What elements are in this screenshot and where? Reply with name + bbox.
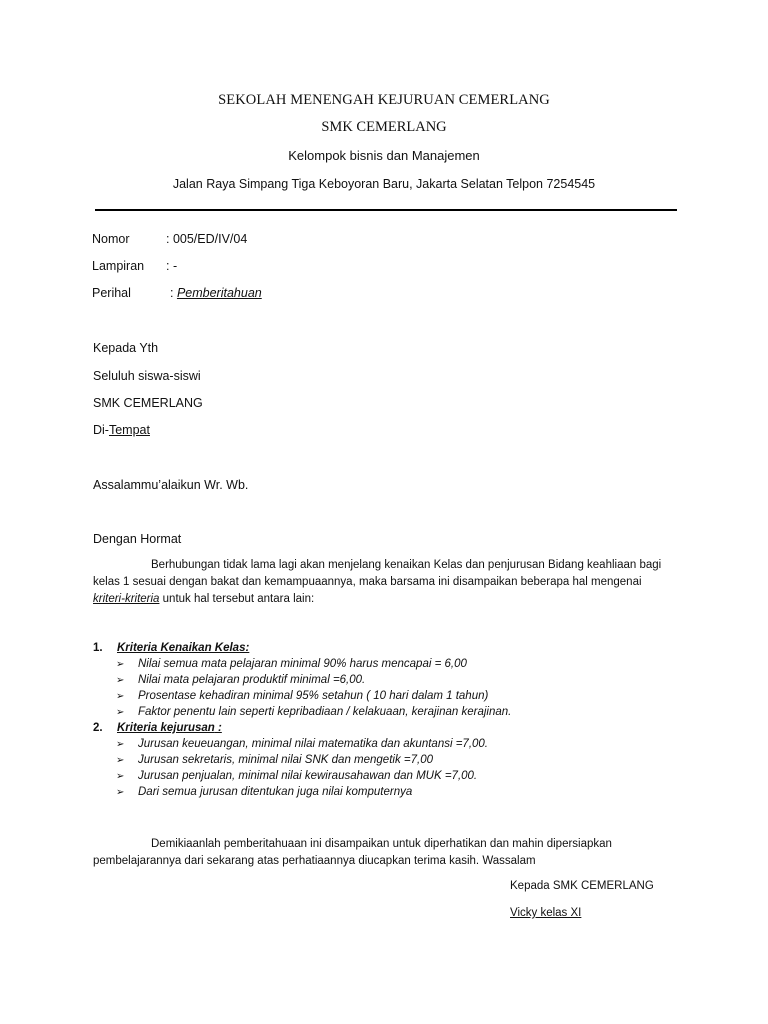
recipient-line-2: Seluluh siswa-siswi xyxy=(93,369,201,383)
recipient-line-4 xyxy=(93,423,150,437)
criteria-number: 2. xyxy=(93,722,103,734)
signature-name: Vicky kelas XI xyxy=(510,907,582,919)
closing-line-1: Demikiaanlah pemberitahuaan ini disampaikan untuk diperhatikan dan mahin dipersiapkan xyxy=(151,838,612,850)
school-short-name: SMK CEMERLANG xyxy=(321,119,447,135)
arrowhead-bullet-icon: ➢ xyxy=(116,675,125,686)
salutation: Dengan Hormat xyxy=(93,532,182,546)
lampiran-value: : - xyxy=(166,259,178,273)
school-name-heading: SEKOLAH MENENGAH KEJURUAN CEMERLANG xyxy=(218,92,550,108)
perihal-field xyxy=(170,286,262,300)
arrowhead-bullet-icon: ➢ xyxy=(116,771,125,782)
criteria-title: Kriteria kejurusan : xyxy=(117,722,222,734)
perihal-value: Pemberitahuan xyxy=(176,286,262,300)
recipient-prefix: Di- xyxy=(93,423,109,437)
arrowhead-bullet-icon: ➢ xyxy=(116,787,125,798)
arrowhead-bullet-icon: ➢ xyxy=(116,707,125,718)
recipient-line-1: Kepada Yth xyxy=(93,341,159,355)
recipient-place: Tempat xyxy=(108,423,150,437)
letter-page: SEKOLAH MENENGAH KEJURUAN CEMERLANG SMK CEMERLANG Kelompok bisnis dan Manajemen Jalan Raya Simpang Tiga Keboyoran Baru, Jakarta Selatan Telpon 7254545 Nomor : 005/ED/IV/04 Lampiran : - Perihal : Pemberitahuan Kepada Yth Seluluh siswa-siswi SMK CEMERLANG Di-Tempat Assalammu’alaikun Wr. Wb. Dengan Hormat Berhubungan tidak lama lagi akan menjelang kenaikan Kelas dan penjurusan Bidang keahliaan bagi kelas 1 sesuai dengan bakat dan kemampuaannya, maka barsama ini disampaikan beberapa hal mengenai kriteri-kriteria untuk hal tersebut antara lain: 1. Kriteria Kenaikan Kelas: ➢ Nilai semua mata pelajaran minimal 90% harus mencapai = 6,00 ➢ Nilai mata pelajaran produktif minimal =6,00. ➢ Prosentase kehadiran minimal 95% setahun ( 10 hari dalam 1 tahun) ➢ Faktor penentu lain seperti kepribadiaan / kelakuaan, kerajinan kerajinan. 2. Kriteria kejurusan : ➢ Jurusan keueuangan, minimal nilai matematika dan akuntansi =7,00. ➢ Jurusan sekretaris, minimal nilai SNK dan mengetik =7,00 ➢ Jurusan penjualan, minimal nilai kewirausahawan dan MUK =7,00. ➢ Dari semua jurusan ditentukan juga nilai komputernya Demikiaanlah pemberitahuaan ini disampaikan untuk diperhatikan dan mahin dipersiapkan pembelajarannya dari sekarang atas perhatiaannya diucapkan terima kasih. Wassalam Kepada SMK CEMERLANG Vicky kelas XI xyxy=(0,0,768,1024)
arrowhead-bullet-icon: ➢ xyxy=(116,691,125,702)
arrowhead-bullet-icon: ➢ xyxy=(116,659,125,670)
intro-line-3 xyxy=(93,593,314,605)
arrowhead-bullet-icon: ➢ xyxy=(116,739,125,750)
perihal-label: Perihal xyxy=(92,286,131,300)
arrowhead-bullet-icon: ➢ xyxy=(116,755,125,766)
perihal-colon: : xyxy=(170,286,177,300)
closing-line-2: pembelajarannya dari sekarang atas perhatiaannya diucapkan terima kasih. Wassalam xyxy=(93,855,536,867)
criteria-number: 1. xyxy=(93,642,103,654)
intro-line-1: Berhubungan tidak lama lagi akan menjelang kenaikan Kelas dan penjurusan Bidang keahliaan bagi xyxy=(151,559,662,571)
criteria-title: Kriteria Kenaikan Kelas: xyxy=(117,642,250,654)
intro-line-3-rest: untuk hal tersebut antara lain: xyxy=(159,593,315,605)
signature-to: Kepada SMK CEMERLANG xyxy=(510,880,654,892)
school-address: Jalan Raya Simpang Tiga Keboyoran Baru, Jakarta Selatan Telpon 7254545 xyxy=(172,177,596,191)
intro-line-2: kelas 1 sesuai dengan bakat dan kemampuaannya, maka barsama ini disampaikan beberapa hal mengenai xyxy=(93,576,642,588)
nomor-value: : 005/ED/IV/04 xyxy=(166,232,248,246)
recipient-line-3: SMK CEMERLANG xyxy=(93,396,203,410)
nomor-label: Nomor xyxy=(92,232,130,246)
criteria-link-text: kriteri-kriteria xyxy=(93,593,160,605)
greeting: Assalammu’alaikun Wr. Wb. xyxy=(93,478,249,492)
group-name: Kelompok bisnis dan Manajemen xyxy=(288,148,480,163)
letterhead-divider xyxy=(95,209,677,211)
lampiran-label: Lampiran xyxy=(92,259,145,273)
